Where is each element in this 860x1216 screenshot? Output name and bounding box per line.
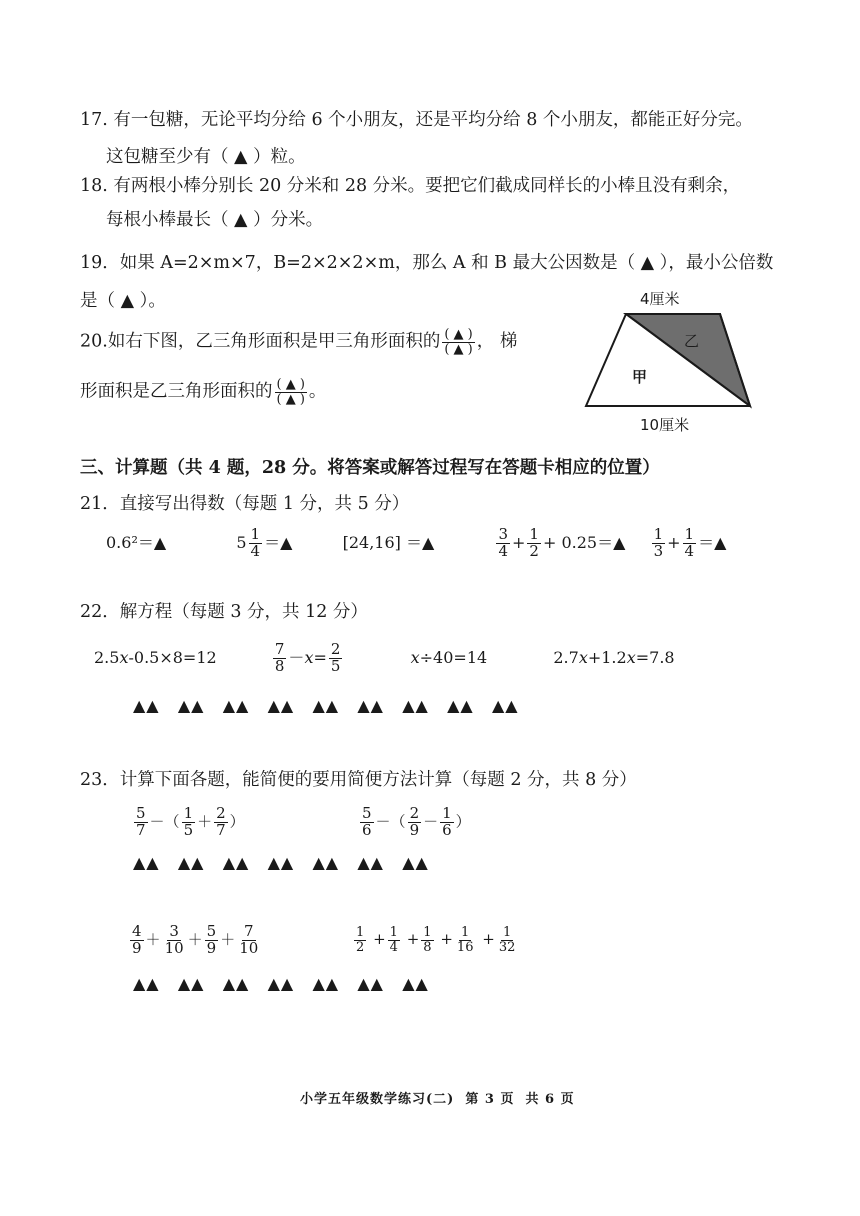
frac-denominator: 7: [216, 820, 226, 839]
page-footer: 小学五年级数学练习(二) 第 3 页 共 6 页: [300, 1092, 575, 1107]
variable-x: x: [578, 647, 588, 667]
frac-numerator: 2: [216, 804, 226, 822]
operator: +: [440, 930, 453, 949]
q20-fraction-1: [442, 328, 474, 356]
figure-bottom-label: 10厘米: [640, 416, 690, 434]
variable-x: x: [119, 647, 129, 667]
frac-numerator: 3: [169, 922, 179, 940]
frac-numerator: 1: [653, 525, 664, 543]
q21-expr-2-frac: [249, 527, 263, 560]
frac-denominator: 4: [250, 541, 261, 560]
operator: +: [482, 930, 495, 949]
frac-b: [182, 806, 196, 839]
frac-numerator: 1: [356, 925, 365, 940]
frac-numerator: ( ▲ ): [444, 327, 473, 342]
q19-line2: 是（ ▲ ）。: [80, 291, 166, 311]
section3-heading: 三、计算题（共 4 题，28 分。将答案或解答过程写在答题卡相应的位置）: [80, 458, 660, 478]
frac-c: [214, 806, 228, 839]
q22-eq-2: [271, 640, 345, 675]
q21-expr-4-frac-a: [496, 527, 510, 560]
plus-sign: +: [667, 532, 681, 552]
q21-expressions: [106, 527, 726, 560]
frac-numerator: 1: [684, 525, 695, 543]
mixed-whole: 5: [236, 532, 247, 552]
frac-denominator: 8: [423, 939, 432, 955]
q21-expr-1: 0.6²＝▲: [106, 532, 167, 552]
operator: +: [373, 930, 386, 949]
frac-denominator: ( ▲ ): [444, 341, 473, 357]
frac-denominator: 10: [164, 938, 184, 957]
frac-b: [163, 924, 186, 957]
eq-part: ÷40=14: [419, 647, 488, 667]
expr-tail: ＝▲: [264, 532, 293, 552]
frac-denominator: 5: [183, 820, 194, 839]
frac-numerator: 2: [409, 804, 420, 822]
frac-denominator: 5: [330, 656, 341, 675]
q20-fraction-2: [275, 378, 307, 406]
frac-denominator: 6: [362, 820, 372, 839]
eq-part: -0.5×8=12: [128, 647, 217, 667]
frac-d: [237, 924, 260, 957]
expr-tail: + 0.25＝▲: [542, 532, 626, 552]
variable-x: x: [304, 647, 314, 667]
operator: ＋: [220, 930, 236, 949]
q19-line1: 19．如果 A=2×m×7，B=2×2×2×m，那么 A 和 B 最大公因数是（ ▲ ），最小公倍数: [80, 253, 774, 273]
frac-numerator: 3: [498, 525, 509, 543]
close-paren: ）: [455, 812, 471, 831]
frac-denominator: 4: [389, 939, 398, 955]
q22-eq-2-frac-a: [273, 642, 287, 675]
eq-part: +1.2: [587, 647, 627, 667]
operator: ＋: [197, 812, 213, 831]
q21-title: 21．直接写出得数（每题 1 分，共 5 分）: [80, 494, 410, 514]
frac-c: [440, 806, 454, 839]
eq-part: =7.8: [635, 647, 675, 667]
frac-c: [205, 924, 219, 957]
frac-denominator: 9: [132, 938, 142, 957]
q22-eq-2-frac-b: [329, 642, 343, 675]
operator: ＋: [145, 930, 161, 949]
q23-problem-1: [132, 806, 245, 839]
frac-numerator: 1: [502, 925, 512, 940]
frac-numerator: 5: [136, 804, 146, 822]
frac-denominator: 6: [442, 820, 452, 839]
frac-a: [130, 924, 144, 957]
eq-part: 2.7: [553, 647, 579, 667]
q22-title: 22．解方程（每题 3 分，共 12 分）: [80, 602, 368, 622]
frac-numerator: 1: [442, 804, 452, 822]
q21-expr-4-frac-b: [527, 527, 541, 560]
frac-numerator: 1: [183, 804, 194, 822]
trapezoid-figure: [580, 284, 760, 436]
frac-numerator: 1: [250, 525, 261, 543]
eq-part: 2.5: [94, 647, 120, 667]
frac-numerator: 7: [244, 922, 254, 940]
q20-text-part1: 20.如右下图，乙三角形面积是甲三角形面积的: [80, 331, 441, 352]
frac-e: [497, 926, 518, 954]
frac-denominator: 2: [529, 541, 539, 560]
label-yi: 乙: [684, 332, 700, 350]
frac-denominator: 9: [206, 938, 217, 957]
q23-answer-triangles-2: ▲▲ ▲▲ ▲▲ ▲▲ ▲▲ ▲▲ ▲▲: [133, 974, 429, 993]
q23-title: 23．计算下面各题，能简便的要用简便方法计算（每题 2 分，共 8 分）: [80, 770, 637, 790]
frac-numerator: 4: [132, 922, 142, 940]
q23-problem-2: [358, 806, 471, 839]
operator: +: [406, 930, 420, 949]
variable-x: x: [626, 647, 636, 667]
frac-numerator: ( ▲ ): [276, 377, 305, 392]
q18-line2: 每根小棒最长（ ▲ ）分米。: [106, 210, 324, 230]
frac-numerator: 1: [389, 925, 398, 940]
frac-denominator: 16: [456, 939, 474, 955]
frac-denominator: 9: [409, 820, 420, 839]
q23-problem-4: [352, 926, 519, 954]
q21-expr-3: [24,16] ＝▲: [342, 532, 435, 552]
q18-line1: 18. 有两根小棒分别长 20 分米和 28 分米。要把它们截成同样长的小棒且没有剩余，: [80, 176, 741, 196]
q21-expr-4: [494, 525, 626, 560]
equals-sign: =: [313, 647, 327, 667]
frac-denominator: 4: [498, 541, 509, 560]
minus-sign: －: [288, 647, 305, 667]
q17-line1: 17. 有一包糖，无论平均分给 6 个小朋友，还是平均分给 8 个小朋友，都能正好分完。: [80, 110, 753, 130]
label-jia: 甲: [632, 368, 648, 386]
frac-a: [134, 806, 148, 839]
frac-numerator: 2: [330, 640, 341, 658]
frac-a: [354, 926, 366, 954]
variable-x: x: [410, 647, 420, 667]
close-paren: ）: [229, 812, 245, 831]
frac-c: [421, 926, 433, 954]
q22-eq-4: [553, 648, 674, 667]
operator: －（: [149, 812, 180, 831]
frac-d: [455, 926, 476, 954]
frac-numerator: 5: [362, 804, 372, 822]
q22-eq-3: [411, 648, 488, 667]
frac-numerator: 7: [274, 640, 285, 658]
q23-problem-3: [128, 924, 262, 957]
frac-denominator: ( ▲ ): [276, 391, 305, 407]
operator: ＋: [187, 930, 203, 949]
frac-b: [388, 926, 400, 954]
q21-expr-5-frac-b: [683, 527, 697, 560]
q20-line2: [80, 378, 326, 406]
frac-denominator: 4: [684, 541, 695, 560]
frac-numerator: 5: [206, 922, 217, 940]
q20-line1: [80, 328, 517, 356]
q21-expr-5-frac-a: [652, 527, 666, 560]
q21-expr-2: [236, 525, 293, 560]
plus-sign: +: [512, 532, 526, 552]
frac-numerator: 1: [461, 925, 470, 940]
frac-denominator: 10: [239, 938, 259, 957]
q20-text-part3: 形面积是乙三角形面积的: [80, 381, 273, 402]
q22-answer-triangles: ▲▲ ▲▲ ▲▲ ▲▲ ▲▲ ▲▲ ▲▲ ▲▲ ▲▲: [133, 696, 519, 715]
frac-numerator: 1: [529, 525, 539, 543]
operator: －（: [375, 812, 406, 831]
figure-top-label: 4厘米: [640, 290, 680, 308]
frac-denominator: 8: [274, 656, 285, 675]
q22-equations: [94, 642, 675, 675]
q17-line2: 这包糖至少有（ ▲ ）粒。: [106, 147, 306, 167]
expr-tail: ＝▲: [698, 532, 727, 552]
q21-expr-5: [650, 525, 727, 560]
frac-denominator: 7: [136, 820, 146, 839]
frac-denominator: 32: [498, 939, 516, 955]
operator: －: [423, 812, 439, 831]
frac-numerator: 1: [423, 925, 432, 940]
frac-a: [360, 806, 374, 839]
q23-answer-triangles-1: ▲▲ ▲▲ ▲▲ ▲▲ ▲▲ ▲▲ ▲▲: [133, 853, 429, 872]
frac-denominator: 3: [653, 541, 664, 560]
q22-eq-1: [94, 648, 217, 667]
q20-text-end: 。: [308, 381, 327, 402]
q20-text-part2: ， 梯: [476, 331, 518, 352]
frac-denominator: 2: [356, 939, 365, 955]
frac-b: [408, 806, 422, 839]
